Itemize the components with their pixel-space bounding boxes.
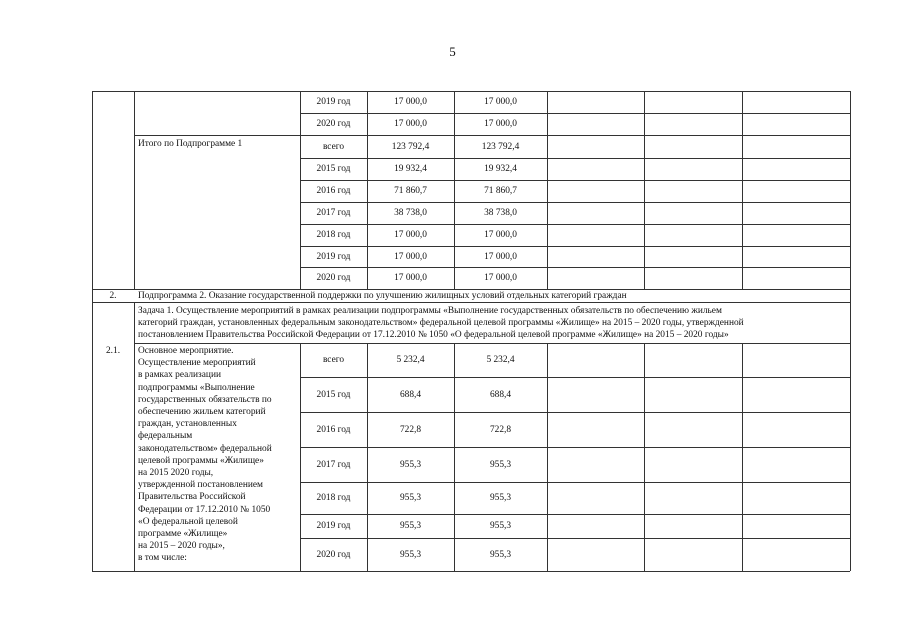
- measure-row-year: 2019 год: [316, 521, 351, 531]
- row-divider: [300, 412, 850, 413]
- row-divider: [300, 246, 850, 247]
- table-border-bottom: [92, 571, 850, 572]
- subtotal-row-value-2: 38 738,0: [484, 208, 517, 218]
- measure-row-value-2: 955,3: [489, 493, 512, 503]
- subtotal-row-value-1: 71 860,7: [394, 186, 427, 196]
- column-divider: [134, 91, 135, 289]
- block1-row-value-1: 17 000,0: [394, 97, 427, 107]
- measure-name-line: на 2015 – 2020 годы»,: [138, 541, 225, 552]
- row-divider: [300, 377, 850, 378]
- column-divider: [367, 91, 368, 289]
- row-divider: [300, 180, 850, 181]
- measure-name-line: законодательством» федеральной: [138, 443, 272, 454]
- row-divider: [300, 202, 850, 203]
- column-divider: [454, 91, 455, 289]
- measure-row-year: 2015 год: [316, 390, 351, 400]
- block1-row-value-2: 17 000,0: [484, 119, 517, 129]
- measure-row-year: 2016 год: [316, 425, 351, 435]
- measure-row-value-2: 688,4: [489, 390, 512, 400]
- measure-name-line: подпрограммы «Выполнение: [138, 382, 255, 393]
- row-divider: [300, 538, 850, 539]
- block1-row-value-1: 17 000,0: [394, 119, 427, 129]
- measure-row-value-1: 722,8: [399, 425, 422, 435]
- measure-row-year: 2017 год: [316, 460, 351, 470]
- measure-row-value-2: 5 232,4: [486, 355, 515, 365]
- column-divider: [547, 91, 548, 289]
- subtotal-row-value-2: 17 000,0: [484, 252, 517, 262]
- row-divider: [300, 447, 850, 448]
- row-divider: [300, 224, 850, 225]
- measure-row-year: всего: [322, 355, 345, 365]
- measure-row-value-1: 955,3: [399, 460, 422, 470]
- row-divider: [300, 514, 850, 515]
- measure-name-line: федеральным: [138, 431, 193, 442]
- column-divider: [300, 91, 301, 289]
- column-divider: [742, 343, 743, 571]
- subtotal-row-year: 2020 год: [316, 273, 351, 283]
- section-divider: [92, 302, 850, 303]
- column-divider: [454, 343, 455, 571]
- row-divider: [300, 482, 850, 483]
- measure-name-line: обеспечению жильем категорий: [138, 407, 266, 417]
- column-divider: [644, 91, 645, 289]
- measure-row-value-1: 955,3: [399, 493, 422, 503]
- measure-row-year: 2020 год: [316, 550, 351, 560]
- measure-number: 2.1.: [105, 346, 121, 356]
- measure-row-value-1: 688,4: [399, 390, 422, 400]
- measure-row-value-2: 955,3: [489, 460, 512, 470]
- column-divider: [644, 343, 645, 571]
- measure-row-value-2: 955,3: [489, 550, 512, 560]
- measure-name-line: «О федеральной целевой: [138, 516, 238, 527]
- table-border-top: [92, 91, 850, 92]
- measure-row-value-2: 722,8: [489, 425, 512, 435]
- task-1-line: Задача 1. Осуществление мероприятий в рамках реализации подпрограммы «Выполнение государственных обязательств по обеспечению жильем: [138, 306, 722, 316]
- task-1-line: постановлением Правительства Российской Федерации от 17.12.2010 № 1050 «О федеральной целевой программе «Жилище» на 2015 – 2020 годы»: [138, 330, 729, 340]
- subtotal-row-year: 2019 год: [316, 252, 351, 262]
- measure-name-line: государственных обязательств по: [138, 394, 272, 405]
- block1-row-year: 2020 год: [316, 119, 351, 129]
- table-border-right: [850, 91, 851, 571]
- page-number: 5: [449, 44, 456, 59]
- subtotal-row-value-1: 17 000,0: [394, 252, 427, 262]
- subtotal-row-value-2: 71 860,7: [484, 186, 517, 196]
- measure-name-line: Основное мероприятие.: [138, 346, 234, 356]
- measure-name-line: в том числе:: [138, 553, 187, 564]
- subtotal-row-value-1: 38 738,0: [394, 208, 427, 218]
- measure-name-line: Федерации от 17.12.2010 № 1050: [138, 504, 271, 515]
- block1-row-value-2: 17 000,0: [484, 97, 517, 107]
- measure-name-line: на 2015 2020 годы,: [138, 468, 214, 478]
- subprogram-2-number: 2.: [109, 291, 117, 301]
- subtotal-row-year: 2016 год: [316, 186, 351, 196]
- subtotal-row-value-2: 123 792,4: [481, 142, 520, 152]
- column-divider: [300, 343, 301, 571]
- subtotal-row-value-2: 17 000,0: [484, 273, 517, 283]
- measure-name-line: целевой программы «Жилище»: [138, 455, 264, 466]
- subprogram-2-title: Подпрограмма 2. Оказание государственной поддержки по улучшению жилищных условий отдельных категорий граждан: [138, 291, 627, 301]
- row-divider: [300, 267, 850, 268]
- measure-name-line: в рамках реализации: [138, 370, 221, 381]
- subtotal-label: Итого по Подпрограмме 1: [138, 139, 243, 149]
- subtotal-row-value-2: 19 932,4: [484, 164, 517, 174]
- measure-row-year: 2018 год: [316, 493, 351, 503]
- row-divider: [300, 158, 850, 159]
- budget-table: [92, 91, 850, 571]
- subtotal-row-value-1: 123 792,4: [391, 142, 430, 152]
- subtotal-row-year: всего: [322, 142, 345, 152]
- column-divider: [367, 343, 368, 571]
- measure-name-line: Осуществление мероприятий: [138, 358, 256, 369]
- section-divider: [92, 289, 850, 290]
- subtotal-row-value-1: 19 932,4: [394, 164, 427, 174]
- block1-row-year: 2019 год: [316, 97, 351, 107]
- subtotal-row-year: 2018 год: [316, 230, 351, 240]
- measure-name-line: граждан, установленных: [138, 419, 237, 430]
- subtotal-row-value-1: 17 000,0: [394, 273, 427, 283]
- subtotal-row-value-1: 17 000,0: [394, 230, 427, 240]
- measure-name-line: Правительства Российской: [138, 492, 246, 503]
- measure-name-line: утвержденной постановлением: [138, 480, 263, 491]
- measure-row-value-1: 955,3: [399, 521, 422, 531]
- subtotal-row-year: 2017 год: [316, 208, 351, 218]
- column-divider: [134, 302, 135, 571]
- column-divider: [547, 343, 548, 571]
- measure-name-line: программе «Жилище»: [138, 529, 228, 539]
- task-1-line: категорий граждан, установленных федеральным законодательством» федеральной целевой программы «Жилище» на 2015 – 2020 годы, утвержденной: [138, 318, 744, 328]
- measure-row-value-2: 955,3: [489, 521, 512, 531]
- subtotal-row-year: 2015 год: [316, 164, 351, 174]
- table-border-left: [92, 91, 93, 571]
- row-divider: [300, 113, 850, 114]
- column-divider: [742, 91, 743, 289]
- subtotal-row-value-2: 17 000,0: [484, 230, 517, 240]
- measure-row-value-1: 5 232,4: [396, 355, 425, 365]
- measure-row-value-1: 955,3: [399, 550, 422, 560]
